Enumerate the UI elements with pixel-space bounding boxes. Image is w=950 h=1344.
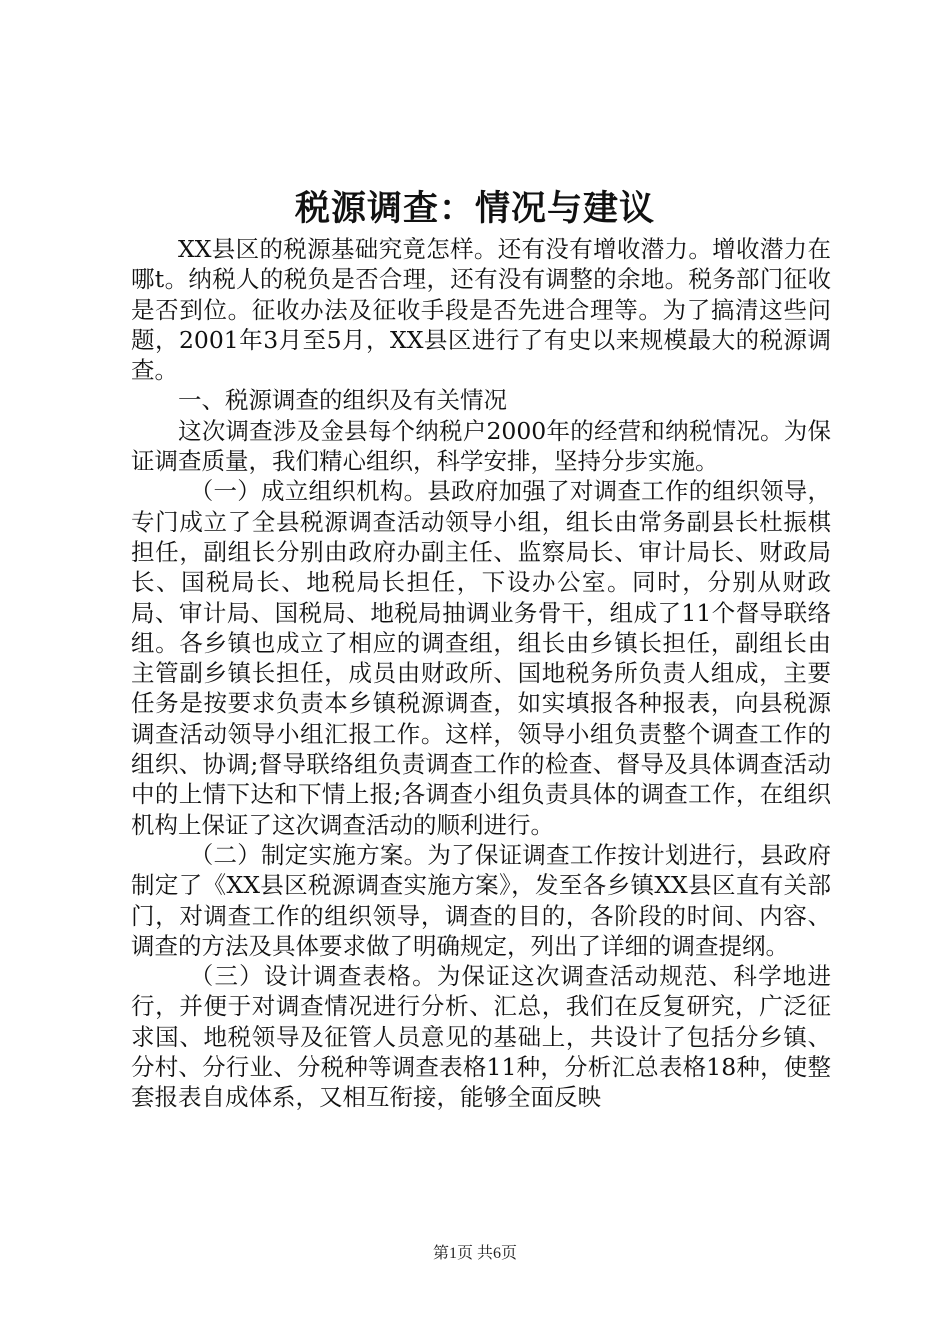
subsection-paragraph-1: （一）成立组织机构。县政府加强了对调查工作的组织领导，专门成立了全县税源调查活动领导小组，组长由常务副县长杜振棋担任，副组长分别由政府办副主任、监察局长、审计局长、财政局长、国税局长、地税局长担任，下设办公室。同时，分别从财政局、审计局、国税局、地税局抽调业务骨干，组成了11个督导联络组。各乡镇也成立了相应的调查组，组长由乡镇长担任，副组长由主管副乡镇长担任，成员由财政所、国地税务所负责人组成，主要任务是按要求负责本乡镇税源调查，如实填报各种报表，向县税源调查活动领导小组汇报工作。这样，领导小组负责整个调查工作的组织、协调;督导联络组负责调查工作的检查、督导及具体调查活动中的上情下达和下情上报;各调查小组负责具体的调查工作，在组织机构上保证了这次调查活动的顺利进行。 [131, 477, 831, 839]
subsection-paragraph-3: （三）设计调查表格。为保证这次调查活动规范、科学地进行，并便于对调查情况进行分析、汇总，我们在反复研究，广泛征求国、地税领导及征管人员意见的基础上，共设计了包括分乡镇、分村、分行业、分税种等调查表格11种，分析汇总表格18种，使整套报表自成体系，又相互衔接，能够全面反映 [131, 962, 831, 1112]
document-body [131, 234, 831, 1113]
section-heading: 一、税源调查的组织及有关情况 [178, 386, 507, 415]
document-title: 税源调查：情况与建议 [294, 188, 655, 229]
subsection-paragraph-2: （二）制定实施方案。为了保证调查工作按计划进行，县政府制定了《XX县区税源调查实施方案》，发至各乡镇XX县区直有关部门，对调查工作的组织领导，调查的目的，各阶段的时间、内容、调查的方法及具体要求做了明确规定，列出了详细的调查提纲。 [131, 840, 831, 960]
section-intro-paragraph: 这次调查涉及金县每个纳税户2000年的经营和纳税情况。为保证调查质量，我们精心组织，科学安排，坚持分步实施。 [131, 416, 831, 476]
intro-paragraph: XX县区的税源基础究竟怎样。还有没有增收潜力。增收潜力在哪t。纳税人的税负是否合理，还有没有调整的余地。税务部门征收是否到位。征收办法及征收手段是否先进合理等。为了搞清这些问题，2001年3月至5月，XX县区进行了有史以来规模最大的税源调查。 [131, 235, 831, 385]
page-footer: 第1页 共6页 [432, 1245, 517, 1262]
